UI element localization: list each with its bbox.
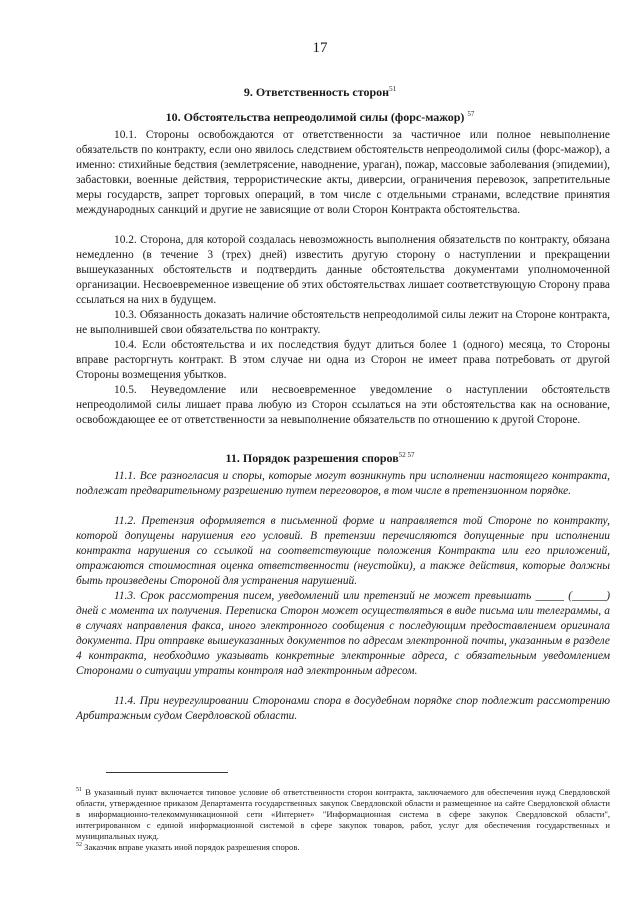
footnote-52 <box>76 840 610 853</box>
section-11-footnote-ref: 52 57 <box>398 451 415 459</box>
section-9-title: 9. Ответственность сторон <box>243 85 390 99</box>
footnote-separator <box>106 772 228 773</box>
footnote-51 <box>76 785 610 842</box>
clause-10-5: 10.5. Неуведомление или несвоевременное уведомление о наступлении обстоятельств непреодолимой силы лишает права любую из Сторон ссылаться на эти обстоятельства как на основание, освобождающее ее от ответственности за невыполнение обязательств по отношению к другой Стороне. <box>76 384 610 426</box>
clause-11-3: 11.3. Срок рассмотрения писем, уведомлений или претензий не может превышать _____ (______) дней с момента их получения. Переписка Сторон может осуществляться в виде письма или телеграммы, а в случаях направления факса, иного электронного сообщения с последующим предоставлением оригинала документа. При отправке вышеуказанных документов по адресам электронной почты, указанным в разделе 4 контракта, необходимо указывать конкретные электронные адреса, с обязательным уведомлением Сторонами о ситуации утраты контроля над электронным адресом. <box>76 590 610 677</box>
clause-10-2: 10.2. Сторона, для которой создалась невозможность выполнения обязательств по контракту, обязана немедленно (в течение 3 (трех) дней) известить другую сторону о наступлении и прекращении вышеуказанных обстоятельств и подтвердить данные обстоятельства документами уполномоченной организации. Несвоевременное извещение об этих обстоятельствах лишает соответствующую Сторону права ссылаться на них в будущем. <box>76 234 610 306</box>
section-11-heading <box>0 451 640 466</box>
section-10-title: 10. Обстоятельства непреодолимой силы (форс-мажор) <box>165 110 465 124</box>
section-11-title: 11. Порядок разрешения споров <box>225 451 399 465</box>
clause-11-2: 11.2. Претензия оформляется в письменной форме и направляется той Стороне по контракту, которой допущены нарушения его условий. В претензии перечисляются допущенные при исполнении контракта нарушения со ссылкой на соответствующие положения Контракта или его приложений, отражаются стоимостная оценка ответственности (неустойки), а также действия, которые должны быть произведены Стороной для устранения нарушений. <box>76 515 610 587</box>
section-9-footnote-ref: 51 <box>389 85 397 93</box>
footnote-52-text: Заказчик вправе указать иной порядок разрешения споров. <box>82 841 300 852</box>
section-9-heading <box>0 85 640 100</box>
clause-10-4: 10.4. Если обстоятельства и их последствия будут длиться более 1 (одного) месяца, то Стороны вправе расторгнуть контракт. В этом случае ни одна из Сторон не имеет права потребовать от другой Стороны возмещения убытков. <box>76 339 610 381</box>
clause-11-4: 11.4. При неурегулировании Сторонами спора в досудебном порядке спор подлежит рассмотрению Арбитражным судом Свердловской области. <box>76 695 610 722</box>
footnote-51-mark: 51 <box>76 787 82 793</box>
footnote-51-text: В указанный пункт включается типовое условие об ответственности сторон контракта, заключаемого для обеспечения нужд Свердловской области, утвержденное приказом Департамента государственных закупок Свердловской области и размещенное на сайте Свердловской области в информационно-телекоммуникационной сети «Интернет» "Информационная система в сфере закупок Свердловской области", интегрированном с единой информационной системой в сфере закупок товаров, работ, услуг для обеспечения государственных и муниципальных нужд. <box>76 786 610 841</box>
section-10-footnote-ref: 57 <box>467 110 475 118</box>
footnote-52-mark: 52 <box>76 842 82 848</box>
clause-10-1: 10.1. Стороны освобождаются от ответственности за частичное или полное невыполнение обязательств по контракту, если оно явилось следствием обстоятельств непреодолимой силы (форс-мажор), а именно: стихийные бедствия (землетрясение, наводнение, ураган), пожар, массовые заболевания (эпидемии), забастовки, военные действия, террористические акты, диверсии, ограничения перевозок, запретительные меры государств, запрет торговых операций, в том числе с отдельными странами, вследствие принятия международных санкций и другие не зависящие от воли Сторон Контракта обстоятельства. <box>76 129 610 216</box>
section-10-heading <box>0 110 640 125</box>
clause-11-1: 11.1. Все разногласия и споры, которые могут возникнуть при исполнении настоящего контракта, подлежат предварительному разрешению путем переговоров, в том числе в претензионном порядке. <box>76 470 610 497</box>
clause-10-3: 10.3. Обязанность доказать наличие обстоятельств непреодолимой силы лежит на Стороне контракта, не выполнившей свои обязательства по контракту. <box>76 309 610 336</box>
page-number: 17 <box>312 40 328 56</box>
